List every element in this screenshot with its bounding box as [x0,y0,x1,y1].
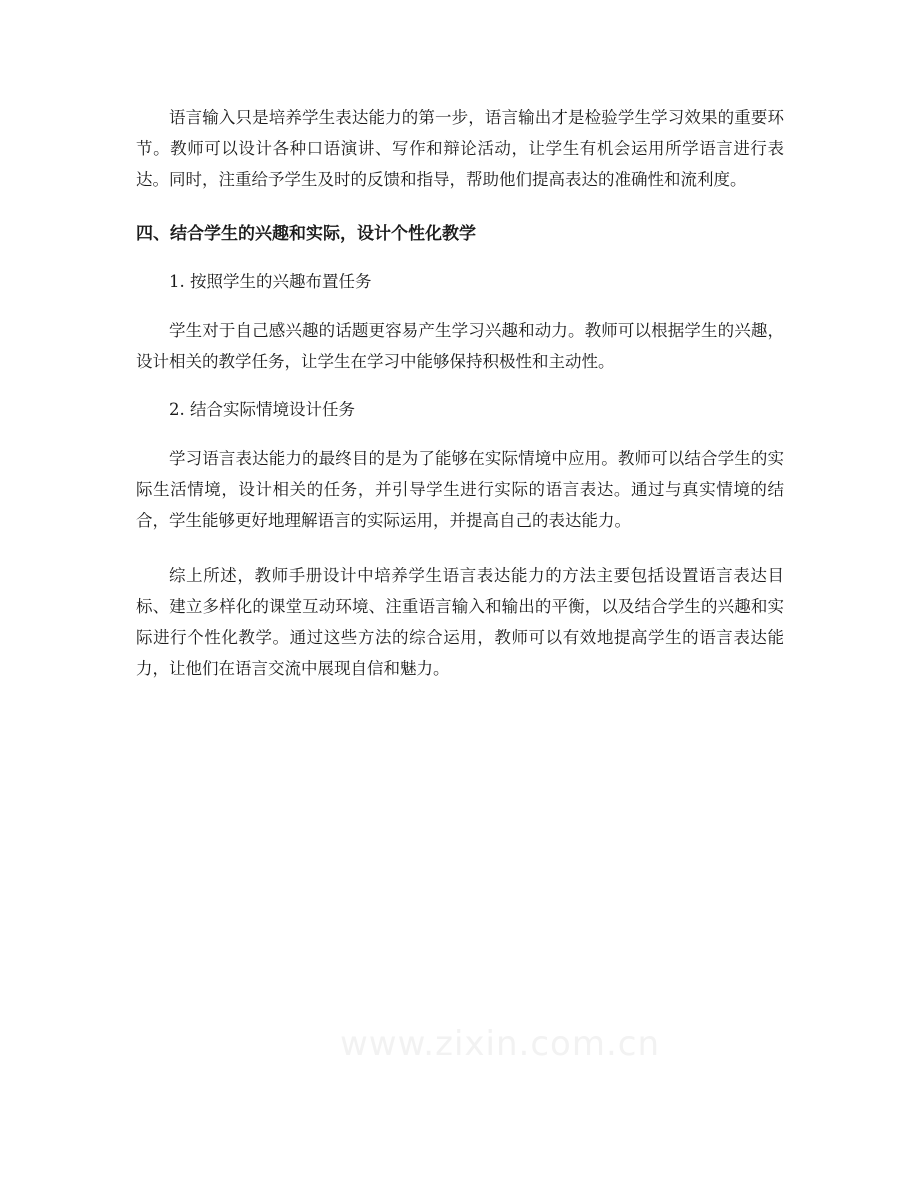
section-heading: 四、结合学生的兴趣和实际，设计个性化教学 [136,224,476,244]
paragraph-real-context-tasks: 学习语言表达能力的最终目的是为了能够在实际情境中应用。教师可以结合学生的实际生活情境，设计相关的任务，并引导学生进行实际的语言表达。通过与真实情境的结合，学生能够更好地理解语言的实际运用，并提高自己的表达能力。 [136,449,784,530]
paragraph-intro: 语言输入只是培养学生表达能力的第一步，语言输出才是检验学生学习效果的重要环节。教师可以设计各种口语演讲、写作和辩论活动，让学生有机会运用所学语言进行表达。同时，注重给予学生及时的反馈和指导，帮助他们提高表达的准确性和流利度。 [136,108,784,189]
paragraph-interest-tasks: 学生对于自己感兴趣的话题更容易产生学习兴趣和动力。教师可以根据学生的兴趣，设计相关的教学任务，让学生在学习中能够保持积极性和主动性。 [136,321,784,371]
paragraph-conclusion: 综上所述，教师手册设计中培养学生语言表达能力的方法主要包括设置语言表达目标、建立多样化的课堂互动环境、注重语言输入和输出的平衡，以及结合学生的兴趣和实际进行个性化教学。通过这些方法的综合运用，教师可以有效地提高学生的语言表达能力，让他们在语言交流中展现自信和魅力。 [136,566,784,678]
document-body [136,102,784,684]
watermark-text: www.zixin.com.cn [340,1024,660,1064]
subsection-title-1: 1. 按照学生的兴趣布置任务 [169,272,372,291]
subsection-title-2: 2. 结合实际情境设计任务 [169,400,355,419]
